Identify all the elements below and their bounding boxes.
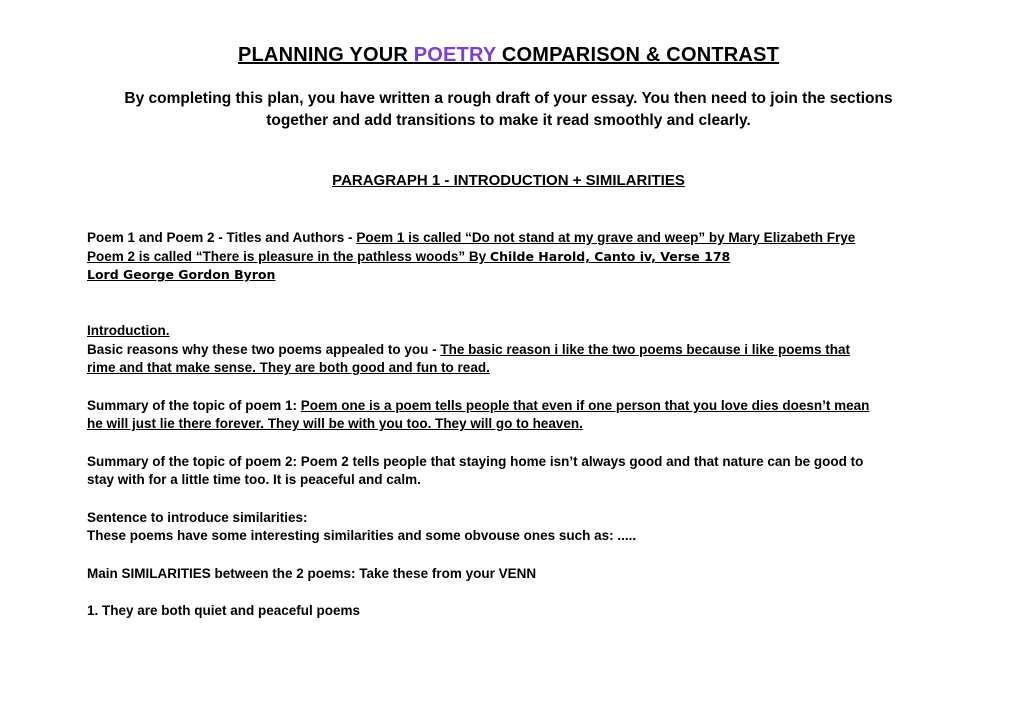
title-before: PLANNING YOUR <box>237 44 414 66</box>
poem1-title-answer: Poem 1 is called “Do not stand at my grave and weep” by Mary Elizabeth Frye <box>356 230 856 245</box>
main-similarities-heading: Main SIMILARITIES between the 2 poems: Take these from your VENN <box>87 566 537 581</box>
summary1-line-1 <box>87 397 869 415</box>
title-after: COMPARISON & CONTRAST <box>496 44 780 66</box>
titles-authors-label: Poem 1 and Poem 2 - Titles and Authors - <box>87 230 357 245</box>
titles-authors-line <box>87 229 855 247</box>
poem2-author: Lord George Gordon Byron <box>87 267 276 282</box>
summary1-label: Summary of the topic of poem 1: <box>87 398 301 413</box>
poem2-source: Childe Harold, Canto iv, Verse 178 <box>489 249 731 264</box>
similarity-item-1: 1. They are both quiet and peaceful poems <box>87 603 361 618</box>
paragraph-heading: PARAGRAPH 1 - INTRODUCTION + SIMILARITIES <box>332 172 685 189</box>
poem2-author-line <box>87 266 275 284</box>
poem2-title-answer: Poem 2 is called “There is pleasure in the pathless woods” By <box>87 249 490 264</box>
poem2-line <box>87 248 730 266</box>
summary2-line-2: stay with for a little time too. It is peaceful and calm. <box>87 472 421 487</box>
intro-line-2: together and add transitions to make it read smoothly and clearly. <box>266 112 751 129</box>
introduction-heading: Introduction. <box>87 323 170 338</box>
summary1-answer-1: Poem one is a poem tells people that even if one person that you love dies doesn’t mean <box>300 398 870 413</box>
intro-instructions <box>80 88 937 132</box>
intro-line-1: By completing this plan, you have written a rough draft of your essay. You then need to join the sections <box>124 90 893 107</box>
similarities-intro-text: These poems have some interesting similarities and some obvouse ones such as: ..... <box>87 528 637 543</box>
similarities-intro-label: Sentence to introduce similarities: <box>87 510 308 525</box>
summary2-line-1: Summary of the topic of poem 2: Poem 2 tells people that staying home isn’t always good and that nature can be good to <box>87 454 864 469</box>
reasons-line-1 <box>87 341 850 359</box>
reasons-answer-2: rime and that make sense. They are both good and fun to read. <box>87 360 490 375</box>
reasons-label: Basic reasons why these two poems appealed to you - <box>87 342 441 357</box>
title-accent: POETRY <box>413 44 497 66</box>
page-title <box>0 44 1017 67</box>
reasons-answer-1: The basic reason i like the two poems because i like poems that <box>440 342 850 357</box>
summary1-answer-2: he will just lie there forever. They will be with you too. They will go to heaven. <box>87 416 583 431</box>
